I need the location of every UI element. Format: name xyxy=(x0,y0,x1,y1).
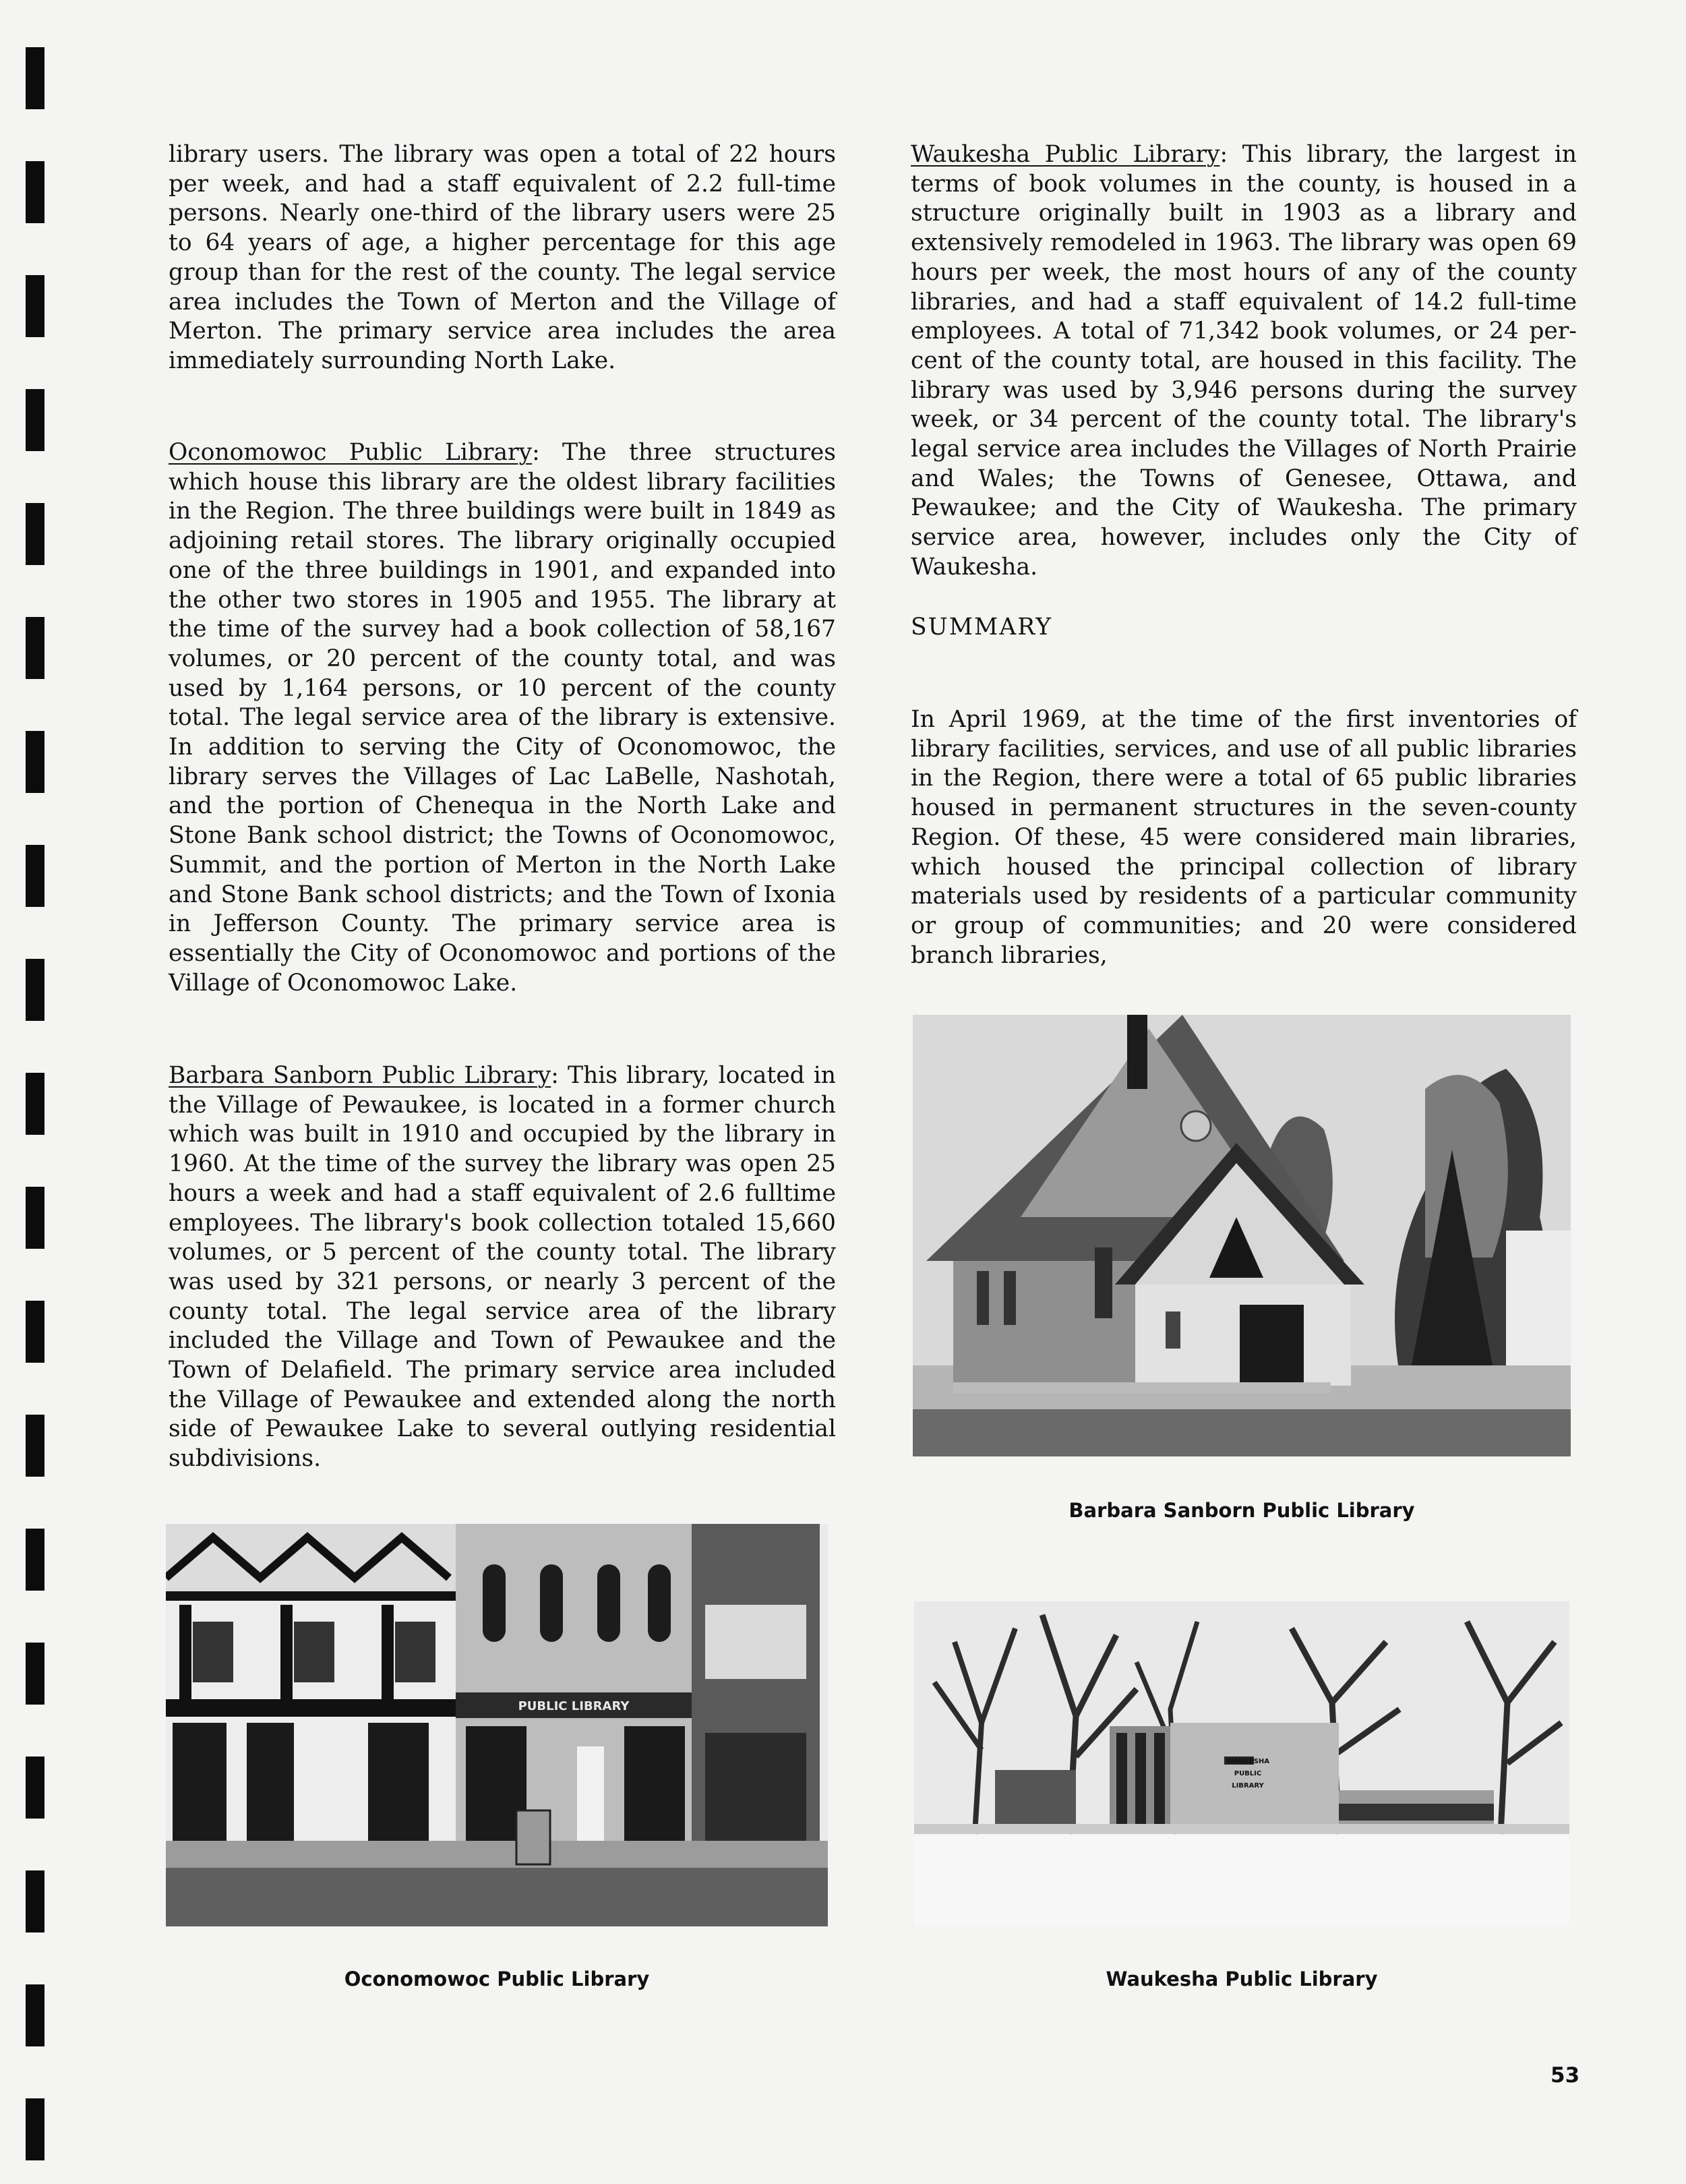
caption-barbara-sanborn: Barbara Sanborn Public Library xyxy=(1068,1499,1415,1522)
binding-hole xyxy=(26,845,44,907)
binding-hole xyxy=(26,1187,44,1249)
right-column-p1 xyxy=(911,140,1577,583)
oconomowoc-photo xyxy=(166,1524,828,1926)
binding-holes xyxy=(26,0,46,2184)
binding-hole xyxy=(26,389,44,451)
binding-hole xyxy=(26,275,44,337)
page-number: 53 xyxy=(1550,2063,1580,2088)
caption-waukesha: Waukesha Public Library xyxy=(1106,1968,1378,1990)
binding-hole xyxy=(26,1415,44,1477)
binding-hole xyxy=(26,617,44,679)
paragraph-barbara-sanborn xyxy=(169,1061,836,1474)
binding-hole xyxy=(26,959,44,1021)
caption-oconomowoc: Oconomowoc Public Library xyxy=(344,1968,650,1990)
barbara-sanborn-body: : This library, located in the Village of Pewaukee, is located in a former church which was built in 1910 and occupied by the library in 1960. At the time of the survey the library was open 25 hours a week and had a staff equivalent of 2.6 fulltime employees. The library's book collection totaled 15,660 volumes, or 5 percent of the county total. The library was used by 321 persons, or nearly 3 percent of the county total. The legal service area of the library included the Village and Town of Pewaukee and the Town of Delafield. The primary service area included the Village of Pewaukee and extended along the north side of Pewaukee Lake to several outlying residential subdivisions. xyxy=(169,1062,837,1473)
binding-hole xyxy=(26,1073,44,1135)
left-column-p2 xyxy=(169,438,836,998)
binding-hole xyxy=(26,1757,44,1819)
waukesha-heading: Waukesha Public Library xyxy=(911,141,1220,168)
binding-hole xyxy=(26,161,44,223)
barbara-sanborn-photo xyxy=(913,1015,1571,1456)
binding-hole xyxy=(26,731,44,793)
waukesha-sign-line1: WAUKESHA xyxy=(1226,1758,1270,1765)
binding-hole xyxy=(26,1643,44,1705)
waukesha-body: : This library, the largest in terms of book volumes in the county, is housed in a structure originally built in 1903 as a library and extensively remodeled in 1963. The library was open 69 hours per week, the most hours of any of the county libraries, and had a staff equivalent of 14.2 full-time employees. A total of 71,342 book volumes, or 24 percent of the county total, are housed in this facility. The library was used by 3,946 persons during the survey week, or 34 percent of the county total. The library's legal service area includes the Villages of North Prairie and Wales; the Towns of Genesee, Ottawa, and Pewaukee; and the City of Waukesha. The primary service area, however, includes only the City of Waukesha. xyxy=(911,141,1577,581)
right-column-p2 xyxy=(911,705,1577,970)
paragraph-north-lake: library users. The library was open a total of 22 hours per week, and had a staff equivalent of 2.2 full-time persons. Nearly one-third of the library users were 25 to 64 years of age, a higher percentage for this age group than for the rest of the county. The legal service area includes the Town of Merton and the Village of Merton. The primary service area includes the area immediately surrounding North Lake. xyxy=(169,141,836,374)
binding-hole xyxy=(26,1301,44,1363)
binding-hole xyxy=(26,503,44,565)
left-column-p1 xyxy=(169,140,836,376)
paragraph-oconomowoc xyxy=(169,438,836,998)
binding-hole xyxy=(26,1870,44,1932)
binding-hole xyxy=(26,1984,44,2046)
paragraph-summary: In April 1969, at the time of the first inventories of library facilities, services, and use of all public libraries in the Region, there were a total of 65 public libraries housed in permanent structures in the seven-county Region. Of these, 45 were considered main libraries, which housed the principal collection of library materials used by residents of a particular community or group of communities; and 20 were considered branch libraries, xyxy=(911,706,1577,969)
waukesha-sign-line2: PUBLIC xyxy=(1234,1770,1262,1777)
paragraph-waukesha xyxy=(911,140,1577,583)
waukesha-photo xyxy=(914,1601,1569,1926)
summary-heading: SUMMARY xyxy=(911,614,1052,641)
binding-hole xyxy=(26,1529,44,1591)
left-column-p3 xyxy=(169,1061,836,1474)
binding-hole xyxy=(26,47,44,109)
barbara-sanborn-heading: Barbara Sanborn Public Library xyxy=(169,1062,551,1089)
oconomowoc-heading: Oconomowoc Public Library xyxy=(169,439,533,466)
binding-hole xyxy=(26,2098,44,2160)
waukesha-sign-line3: LIBRARY xyxy=(1232,1782,1264,1790)
oconomowoc-body: : The three structures which house this library are the oldest library facilities in the Region. The three buildings were built in 1849 as adjoining retail stores. The library originally occupied one of the three buildings in 1901, and expanded into the other two stores in 1905 and 1955. The library at the time of the survey had a book collection of 58,167 volumes, or 20 percent of the county total, and was used by 1,164 persons, or 10 percent of the county total. The legal service area of the library is extensive. In addition to serving the City of Oconomowoc, the library serves the Villages of Lac LaBelle, Nashotah, and the portion of Chenequa in the North Lake and Stone Bank school district; the Towns of Oconomowoc, Summit, and the portion of Merton in the North Lake and Stone Bank school districts; and the Town of Ixonia in Jefferson County. The primary service area is essentially the City of Oconomowoc and portions of the Village of Oconomowoc Lake. xyxy=(169,439,836,997)
public-library-sign: PUBLIC LIBRARY xyxy=(518,1699,630,1713)
